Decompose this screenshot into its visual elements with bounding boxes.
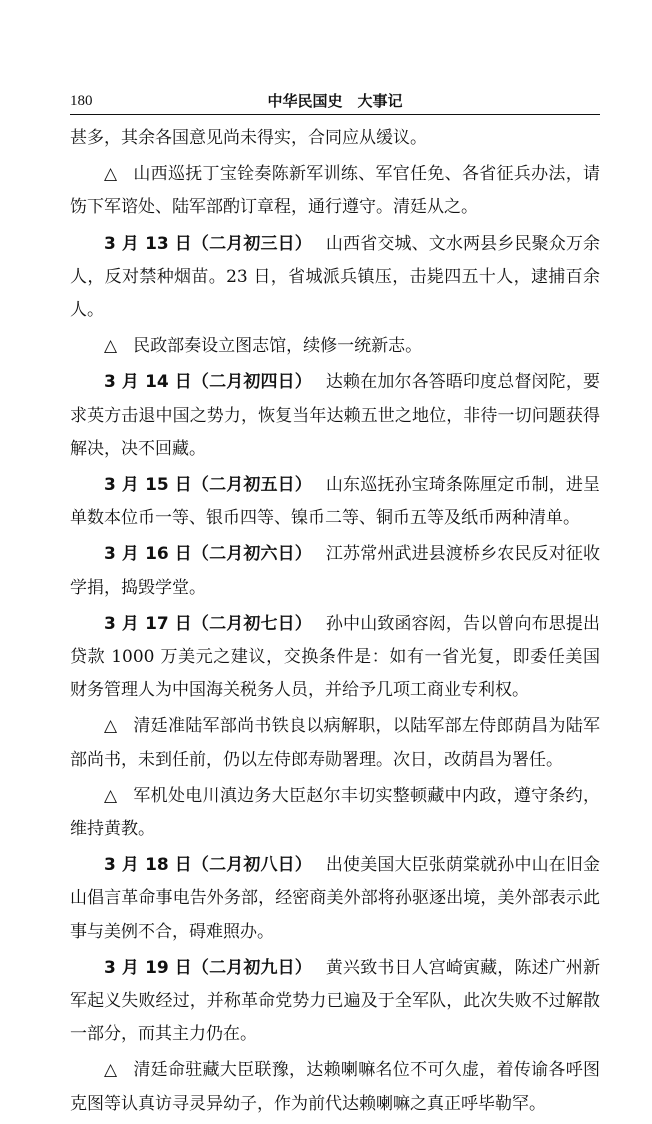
paragraph — [70, 158, 600, 224]
triangle-marker-icon: △ — [104, 785, 118, 806]
paragraph-text: 山东巡抚孙宝琦条陈厘定币制，进呈单数本位币一等、银币四等、镍币二等、铜币五等及纸币两种清单。 — [70, 475, 601, 529]
entry-date: 3 月 15 日（二月初五日） — [104, 475, 312, 496]
paragraph-text: 甚多，其余各国意见尚未得实，合同应从缓议。 — [70, 128, 427, 148]
running-title: 中华民国史 大事记 — [267, 92, 403, 110]
paragraph — [70, 366, 600, 466]
paragraph-text: 清廷准陆军部尚书铁良以病解职，以陆军部左侍郎荫昌为陆军部尚书，未到任前，仍以左侍郎寿勋署理。次日，改荫昌为署任。 — [70, 716, 601, 770]
paragraph — [70, 780, 600, 846]
paragraph-text: 山西省交城、文水两县乡民聚众万余人，反对禁种烟苗。23 日，省城派兵镇压，击毙四五十人，逮捕百余人。 — [70, 233, 601, 321]
paragraph — [70, 538, 600, 604]
paragraph-text: 江苏常州武进县渡桥乡农民反对征收学捐，捣毁学堂。 — [70, 544, 601, 598]
paragraph — [70, 122, 600, 155]
paragraph — [70, 469, 600, 535]
page-header — [70, 90, 600, 115]
paragraph-text: 军机处电川滇边务大臣赵尔丰切实整顿藏中内政，遵守条约，维持黄教。 — [70, 785, 601, 840]
paragraph-text: 达赖在加尔各答晤印度总督闵陀，要求英方击退中国之势力，恢复当年达赖五世之地位，非待一切问题获得解决，决不回藏。 — [70, 372, 601, 459]
page-number: 180 — [70, 93, 93, 109]
entry-date: 3 月 19 日（二月初九日） — [104, 957, 312, 978]
paragraph-text: 黄兴致书日人宫崎寅藏，陈述广州新军起义失败经过，并称革命党势力已遍及于全军队，此次失败不过解散一部分，而其主力仍在。 — [70, 957, 601, 1045]
triangle-marker-icon: △ — [104, 336, 118, 357]
paragraph-text: 山西巡抚丁宝铨奏陈新军训练、军官任免、各省征兵办法，请饬下军谘处、陆军部酌订章程，通行遵守。清廷从之。 — [70, 164, 601, 218]
triangle-marker-icon: △ — [104, 1060, 118, 1081]
triangle-marker-icon: △ — [104, 164, 118, 185]
paragraph — [70, 710, 600, 776]
triangle-marker-icon: △ — [104, 716, 118, 737]
paragraph — [70, 228, 600, 328]
paragraph — [70, 330, 600, 363]
entry-date: 3 月 13 日（二月初三日） — [104, 233, 312, 254]
paragraph — [70, 849, 600, 949]
paragraph-text: 出使美国大臣张荫棠就孙中山在旧金山倡言革命事电告外务部，经密商美外部将孙驱逐出境，美外部表示此事与美例不合，碍难照办。 — [70, 855, 601, 942]
paragraph-text: 民政部奏设立图志馆，续修一统新志。 — [133, 336, 423, 357]
paragraph — [70, 608, 600, 708]
entry-date: 3 月 18 日（二月初八日） — [104, 855, 312, 876]
page-body — [70, 122, 600, 1124]
entry-date: 3 月 17 日（二月初七日） — [104, 613, 312, 634]
paragraph-text: 清廷命驻藏大臣联豫，达赖喇嘛名位不可久虚，着传谕各呼图克图等认真访寻灵异幼子，作为前代达赖喇嘛之真正呼毕勒罕。 — [70, 1060, 601, 1114]
paragraph-text: 孙中山致函容闳，告以曾向布思提出贷款 1000 万美元之建议，交换条件是：如有一省光复，即委任美国财务管理人为中国海关税务人员，并给予几项工商业专利权。 — [70, 613, 601, 701]
paragraph — [70, 952, 600, 1052]
entry-date: 3 月 14 日（二月初四日） — [104, 372, 312, 393]
entry-date: 3 月 16 日（二月初六日） — [104, 544, 312, 565]
paragraph — [70, 1054, 600, 1120]
